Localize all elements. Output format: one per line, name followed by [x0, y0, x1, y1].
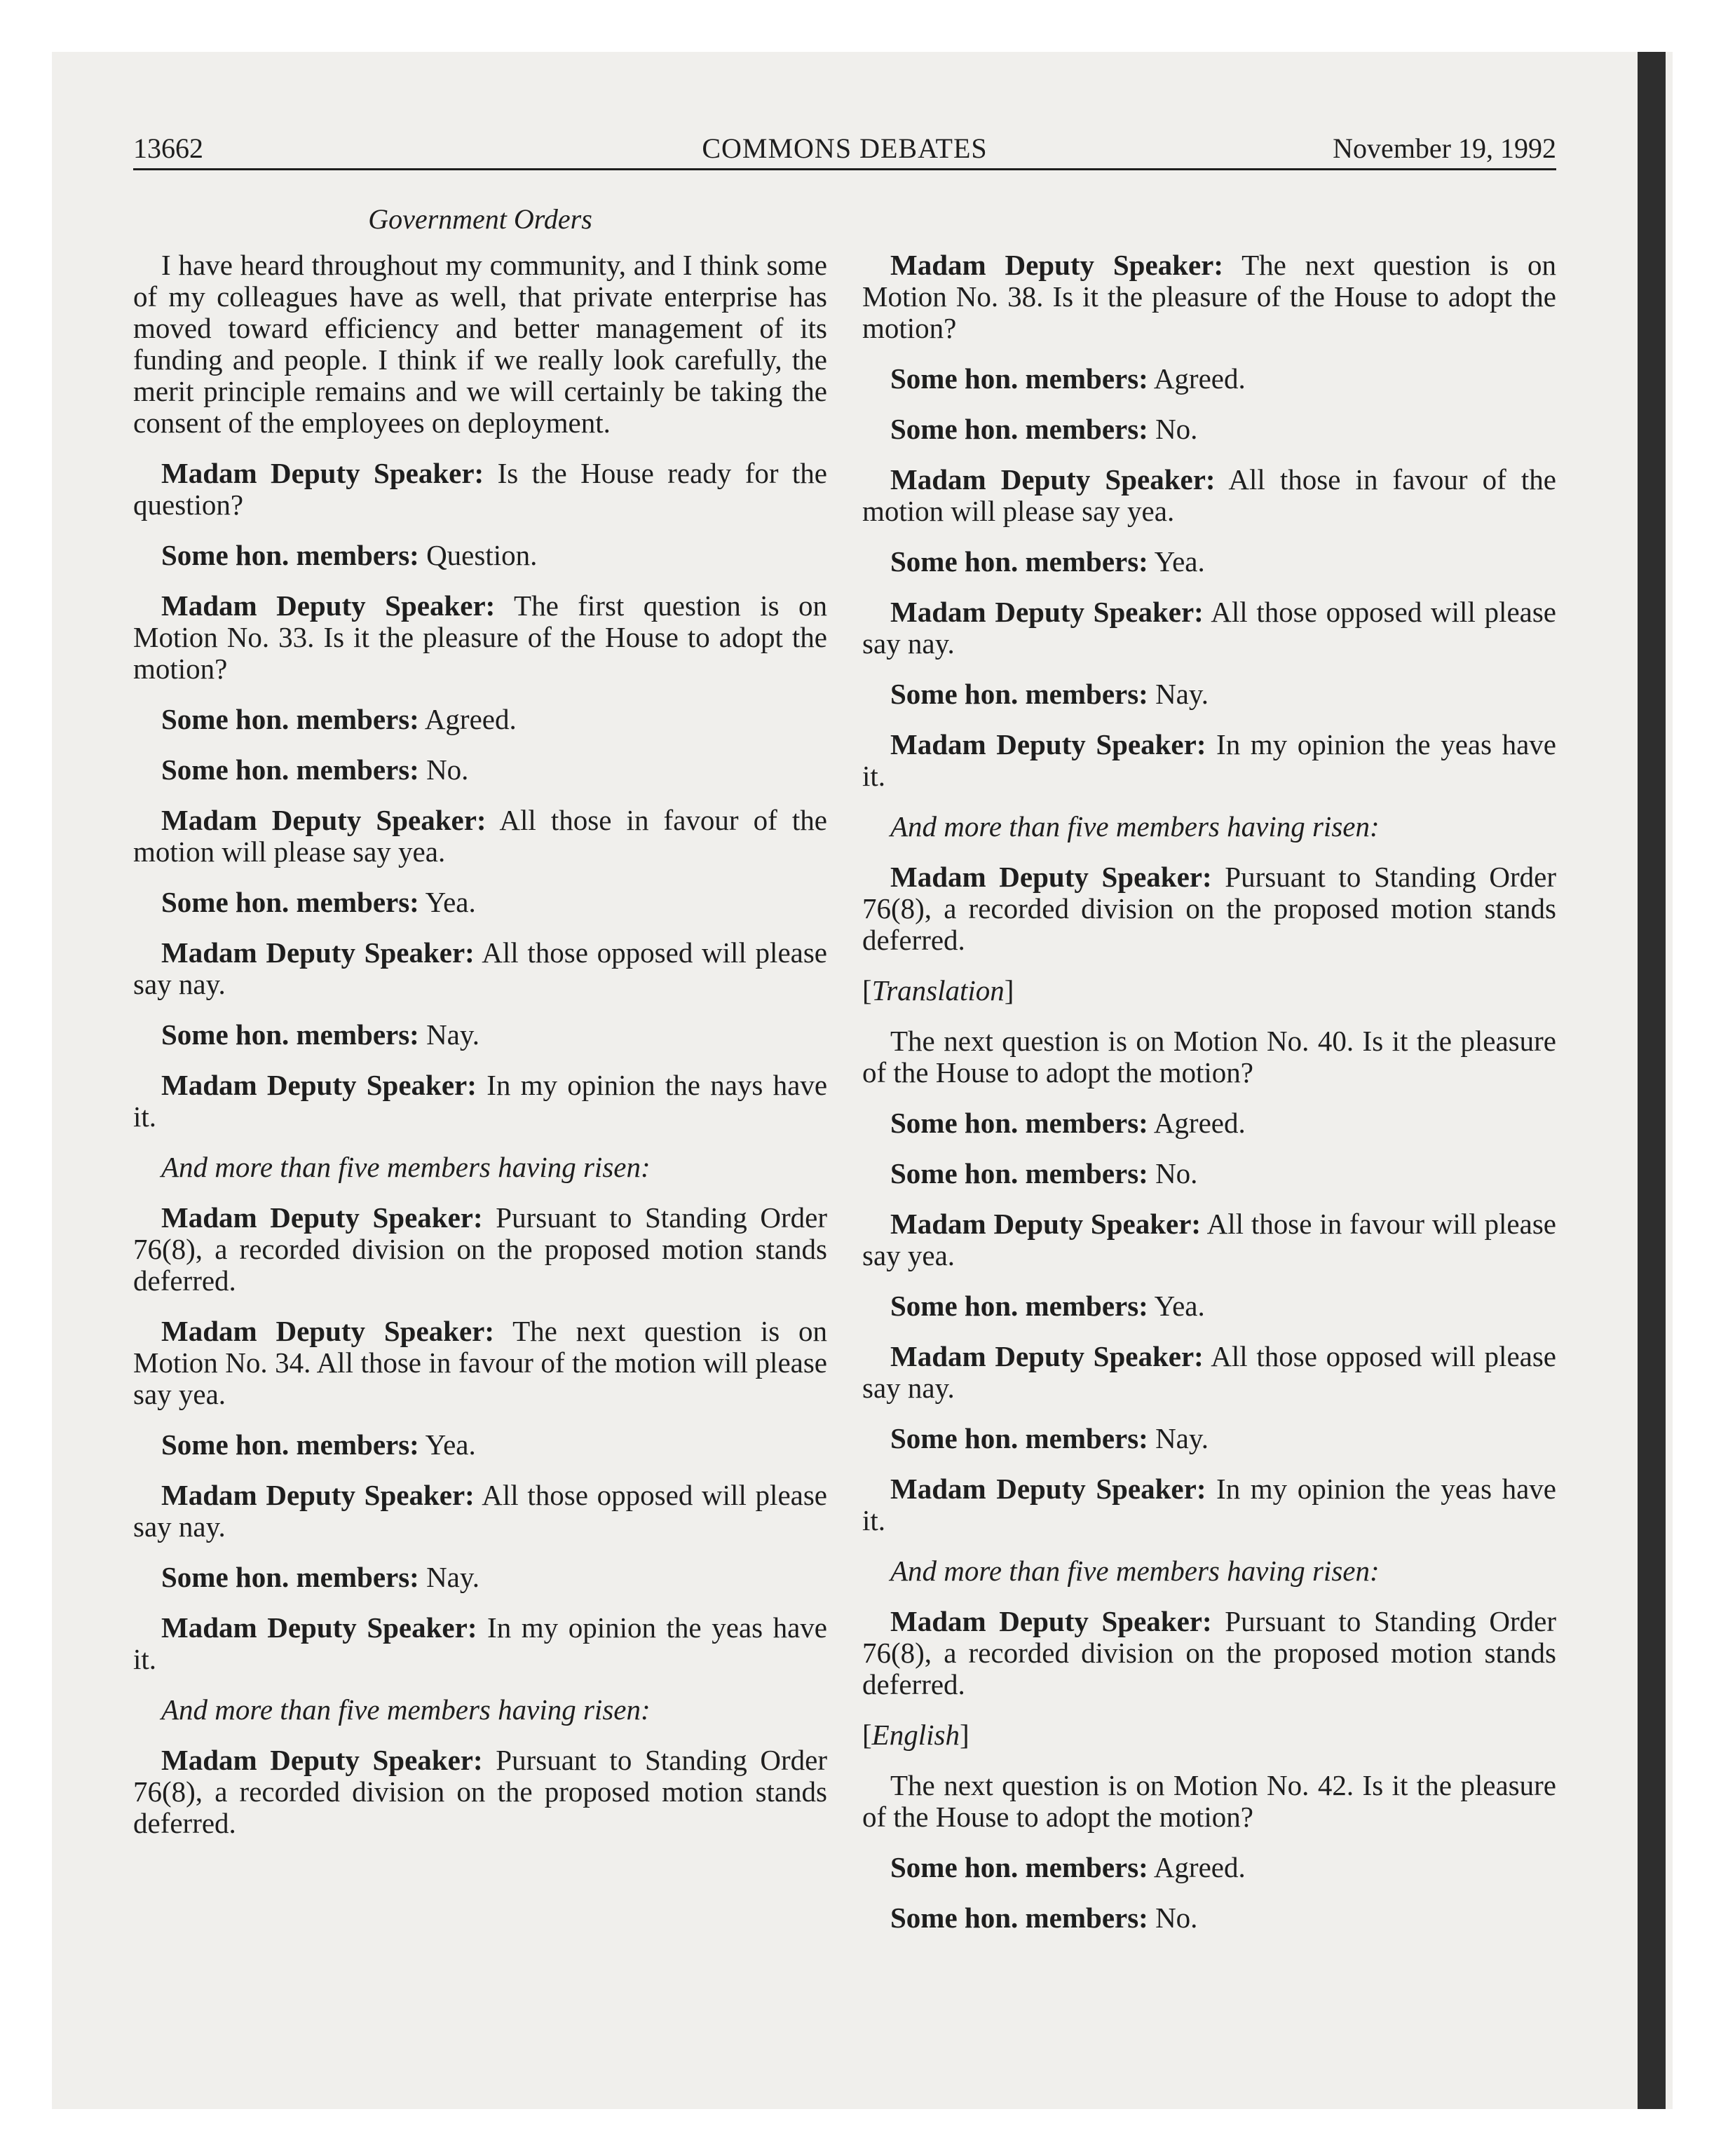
speaker-name: Some hon. members: [161, 753, 419, 786]
speech-text: All those opposed will please say nay. [862, 596, 1557, 660]
speaker-name: Madam Deputy Speaker: [161, 1315, 495, 1347]
speaker-name: Madam Deputy Speaker: [161, 1744, 483, 1776]
speech-paragraph [133, 1562, 827, 1593]
speech-text: Pursuant to Standing Order 76(8), a recorded division on the proposed motion stands deferred. [133, 1201, 827, 1297]
speech-text: All those in favour of the motion will please say yea. [862, 463, 1556, 527]
speech-paragraph [133, 590, 827, 685]
body-paragraph: The next question is on Motion No. 40. Is it the pleasure of the House to adopt the motion? [862, 1025, 1556, 1089]
speech-paragraph [133, 704, 827, 735]
note-open-bracket: [ [862, 1719, 872, 1751]
speech-paragraph [862, 1902, 1556, 1934]
speech-text: No. [426, 753, 469, 786]
note-close-bracket: ] [959, 1719, 969, 1751]
speaker-name: Madam Deputy Speaker: [161, 457, 484, 489]
speech-text: No. [1155, 413, 1198, 445]
speech-paragraph [133, 1070, 827, 1133]
speech-text: Yea. [425, 1428, 476, 1461]
scan-edge-shadow [1638, 52, 1666, 2109]
speaker-name: Some hon. members: [161, 1561, 419, 1593]
speaker-name: Madam Deputy Speaker: [890, 861, 1212, 893]
speech-text: Nay. [426, 1018, 479, 1051]
speech-text: All those in favour will please say yea. [862, 1208, 1556, 1271]
speaker-name: Madam Deputy Speaker: [890, 728, 1206, 760]
speech-text: Nay. [1155, 678, 1209, 710]
speech-paragraph [862, 464, 1556, 527]
speaker-name: Madam Deputy Speaker: [890, 249, 1224, 281]
speech-paragraph [862, 363, 1556, 395]
speaker-name: Madam Deputy Speaker: [161, 1611, 477, 1644]
speaker-name: Some hon. members: [890, 678, 1148, 710]
speaker-name: Madam Deputy Speaker: [890, 463, 1216, 496]
language-note [862, 975, 1556, 1007]
note-close-bracket: ] [1004, 974, 1014, 1007]
speech-text: Agreed. [424, 703, 517, 735]
speech-text: Is the House ready for the question? [133, 457, 828, 521]
stage-direction: And more than five members having risen: [890, 810, 1380, 842]
speaker-name: Some hon. members: [890, 1902, 1148, 1934]
speech-paragraph [133, 1019, 827, 1051]
speaker-name: Madam Deputy Speaker: [161, 1479, 475, 1511]
right-column [862, 250, 1556, 1953]
speech-paragraph [133, 1480, 827, 1543]
stage-direction: And more than five members having risen: [161, 1693, 651, 1726]
speech-paragraph [862, 1606, 1556, 1700]
speaker-name: Madam Deputy Speaker: [890, 596, 1204, 628]
speech-paragraph [133, 1429, 827, 1461]
speech-paragraph [133, 937, 827, 1000]
speech-text: Yea. [1154, 1290, 1205, 1322]
page-header [133, 129, 1556, 168]
speech-text: Question. [426, 539, 538, 571]
speech-paragraph [862, 414, 1556, 445]
speaker-name: Some hon. members: [890, 545, 1148, 578]
speech-text: All those opposed will please say nay. [133, 1479, 828, 1543]
speech-text: Pursuant to Standing Order 76(8), a recorded division on the proposed motion stands deferred. [133, 1744, 827, 1839]
speaker-name: Madam Deputy Speaker: [161, 1069, 477, 1101]
speech-text: In my opinion the nays have it. [133, 1069, 828, 1133]
speech-text: Yea. [1154, 545, 1205, 578]
speech-text: The next question is on Motion No. 38. Is it the pleasure of the House to adopt the motion? [862, 249, 1556, 344]
speech-text: Agreed. [1153, 1851, 1246, 1883]
speech-paragraph [862, 546, 1556, 578]
speech-text: Pursuant to Standing Order 76(8), a recorded division on the proposed motion stands deferred. [862, 861, 1556, 956]
speech-text: In my opinion the yeas have it. [862, 728, 1556, 792]
left-column [133, 250, 827, 1858]
speech-text: In my opinion the yeas have it. [862, 1473, 1556, 1536]
speech-text: No. [1155, 1157, 1198, 1189]
speaker-name: Some hon. members: [161, 1428, 419, 1461]
speaker-name: Madam Deputy Speaker: [161, 589, 496, 622]
speech-text: Agreed. [1153, 1107, 1246, 1139]
speaker-name: Some hon. members: [890, 362, 1148, 395]
speech-paragraph [862, 1290, 1556, 1322]
body-paragraph: The next question is on Motion No. 42. Is it the pleasure of the House to adopt the motion? [862, 1769, 1556, 1833]
body-paragraph: I have heard throughout my community, and I think some of my colleagues have as well, that private enterprise has moved toward efficiency and better management of its funding and people. I think if we really look carefully, the merit principle remains and we will certainly be taking the consent of the employees on deployment. [133, 249, 827, 439]
speaker-name: Some hon. members: [890, 1851, 1148, 1883]
note-text: Translation [871, 974, 1005, 1007]
speech-paragraph [862, 1158, 1556, 1189]
speaker-name: Madam Deputy Speaker: [890, 1605, 1212, 1637]
speech-text: The next question is on Motion No. 34. All those in favour of the motion will please say yea. [133, 1315, 827, 1410]
speech-paragraph [862, 678, 1556, 710]
speaker-name: Some hon. members: [890, 1157, 1148, 1189]
speech-paragraph [133, 887, 827, 918]
speech-paragraph [862, 1473, 1556, 1536]
section-title: Government Orders [368, 203, 592, 235]
header-rule [133, 168, 1556, 170]
speech-text: The first question is on Motion No. 33. Is it the pleasure of the House to adopt the motion? [133, 589, 827, 685]
speech-paragraph [862, 1852, 1556, 1883]
speech-text: Yea. [425, 886, 476, 918]
speech-paragraph [133, 540, 827, 571]
speech-text: Pursuant to Standing Order 76(8), a recorded division on the proposed motion stands deferred. [862, 1605, 1556, 1700]
speech-paragraph [133, 805, 827, 868]
speech-paragraph [862, 1341, 1556, 1404]
speech-paragraph [862, 1423, 1556, 1454]
speech-paragraph [133, 1202, 827, 1297]
speech-paragraph [133, 458, 827, 521]
speech-text: No. [1155, 1902, 1198, 1934]
stage-direction: And more than five members having risen: [890, 1555, 1380, 1587]
journal-title: COMMONS DEBATES [702, 132, 988, 164]
speech-paragraph [862, 861, 1556, 956]
speaker-name: Madam Deputy Speaker: [890, 1473, 1206, 1505]
speaker-name: Some hon. members: [890, 1422, 1148, 1454]
speech-paragraph [862, 1107, 1556, 1139]
publication-date: November 19, 1992 [1333, 132, 1556, 164]
speech-text: All those opposed will please say nay. [133, 936, 828, 1000]
speech-text: All those opposed will please say nay. [862, 1340, 1557, 1404]
speech-paragraph [133, 1316, 827, 1410]
speech-text: Agreed. [1153, 362, 1246, 395]
speech-paragraph [862, 596, 1556, 660]
speech-paragraph [862, 1208, 1556, 1271]
speaker-name: Madam Deputy Speaker: [161, 1201, 483, 1234]
speech-paragraph [133, 754, 827, 786]
stage-direction: And more than five members having risen: [161, 1151, 651, 1183]
note-open-bracket: [ [862, 974, 872, 1007]
speaker-name: Some hon. members: [161, 539, 419, 571]
page-number: 13662 [133, 132, 203, 164]
speaker-name: Some hon. members: [890, 413, 1148, 445]
speech-paragraph [133, 1745, 827, 1839]
speaker-name: Madam Deputy Speaker: [161, 804, 487, 836]
speech-text: Nay. [426, 1561, 479, 1593]
speaker-name: Madam Deputy Speaker: [890, 1340, 1204, 1372]
speech-paragraph [862, 250, 1556, 344]
speaker-name: Some hon. members: [890, 1107, 1148, 1139]
speaker-name: Some hon. members: [161, 1018, 419, 1051]
speaker-name: Some hon. members: [161, 886, 419, 918]
speaker-name: Madam Deputy Speaker: [890, 1208, 1202, 1240]
speaker-name: Some hon. members: [161, 703, 419, 735]
speaker-name: Madam Deputy Speaker: [161, 936, 475, 969]
speech-text: All those in favour of the motion will please say yea. [133, 804, 827, 868]
speech-paragraph [133, 1612, 827, 1675]
speech-text: In my opinion the yeas have it. [133, 1611, 827, 1675]
speech-paragraph [862, 729, 1556, 792]
language-note [862, 1719, 1556, 1751]
speech-text: Nay. [1155, 1422, 1209, 1454]
speaker-name: Some hon. members: [890, 1290, 1148, 1322]
note-text: English [871, 1719, 960, 1751]
